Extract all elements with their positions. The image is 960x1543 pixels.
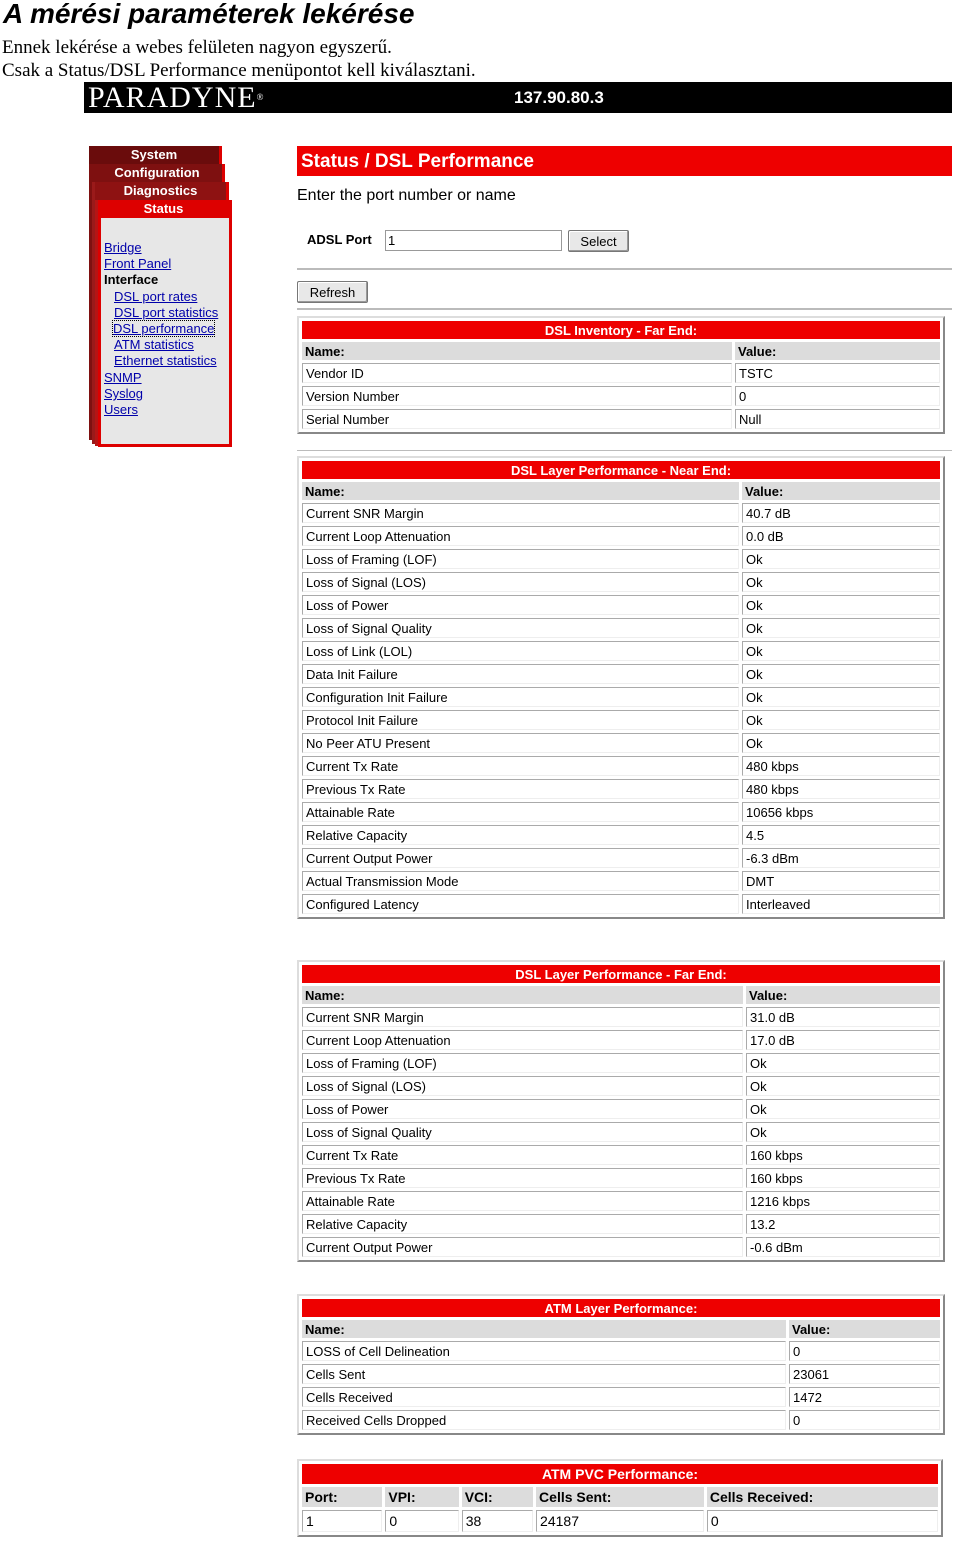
value-cell: 0	[707, 1510, 938, 1532]
parameter-name-cell: Current Tx Rate	[302, 1145, 743, 1165]
parameter-name-cell: Version Number	[302, 386, 732, 406]
column-header: VCI:	[462, 1487, 533, 1507]
value-cell: Ok	[742, 641, 940, 661]
value-cell: Ok	[742, 572, 940, 592]
parameter-name-cell: Protocol Init Failure	[302, 710, 739, 730]
table-row	[302, 618, 940, 638]
table-caption: DSL Layer Performance - Far End:	[302, 965, 940, 983]
table-row	[302, 756, 940, 776]
table-row	[302, 1364, 940, 1384]
table-row	[302, 1341, 940, 1361]
parameter-name-cell: Current Loop Attenuation	[302, 526, 739, 546]
value-cell: 4.5	[742, 825, 940, 845]
table-row	[302, 1510, 938, 1532]
value-cell: Ok	[746, 1076, 940, 1096]
table-row	[302, 687, 940, 707]
document-title: A mérési paraméterek lekérése	[3, 0, 415, 29]
value-cell: 10656 kbps	[742, 802, 940, 822]
table-row	[302, 1410, 940, 1430]
adsl-port-label: ADSL Port	[307, 232, 372, 247]
nav-link-users[interactable]: Users	[104, 402, 138, 417]
table-row	[302, 1387, 940, 1407]
value-cell: 17.0 dB	[746, 1030, 940, 1050]
table-row	[302, 363, 940, 383]
value-cell: Ok	[746, 1122, 940, 1142]
paradyne-logo	[88, 82, 264, 113]
value-cell: Ok	[746, 1053, 940, 1073]
value-cell: 0.0 dB	[742, 526, 940, 546]
dsl-near-end-table	[297, 456, 945, 919]
value-cell: 1472	[789, 1387, 940, 1407]
nav-link-dsl-port-rates[interactable]: DSL port rates	[114, 289, 198, 304]
table-row	[302, 825, 940, 845]
parameter-name-cell: Loss of Link (LOL)	[302, 641, 739, 661]
value-cell: 13.2	[746, 1214, 940, 1234]
table-row	[302, 641, 940, 661]
parameter-name-cell: Current SNR Margin	[302, 1007, 743, 1027]
parameter-name-cell: LOSS of Cell Delineation	[302, 1341, 786, 1361]
table-row	[302, 526, 940, 546]
parameter-name-cell: Loss of Signal Quality	[302, 1122, 743, 1142]
table-row	[302, 1030, 940, 1050]
column-header: VPI:	[385, 1487, 458, 1507]
parameter-name-cell: Data Init Failure	[302, 664, 739, 684]
document-intro-line: Ennek lekérése a webes felületen nagyon egyszerű.	[2, 37, 392, 58]
value-cell: Ok	[742, 595, 940, 615]
nav-link-ethernet-statistics[interactable]: Ethernet statistics	[114, 353, 217, 368]
trademark-mark: ®	[256, 92, 265, 102]
tab-status[interactable]: Status	[98, 200, 232, 218]
select-button[interactable]: Select	[568, 230, 629, 252]
atm-layer-table	[297, 1294, 945, 1435]
parameter-name-cell: No Peer ATU Present	[302, 733, 739, 753]
table-row	[302, 549, 940, 569]
parameter-name-cell: Loss of Signal (LOS)	[302, 1076, 743, 1096]
table-caption: ATM PVC Performance:	[302, 1464, 938, 1484]
parameter-name-cell: Configured Latency	[302, 894, 739, 914]
column-header: Name:	[302, 342, 732, 360]
dsl-inventory-far-end-table	[297, 316, 945, 434]
table-row	[302, 802, 940, 822]
parameter-name-cell: Actual Transmission Mode	[302, 871, 739, 891]
nav-link-dsl-performance[interactable]: DSL performance	[113, 321, 215, 336]
value-cell: 0	[789, 1410, 940, 1430]
value-cell: Ok	[742, 733, 940, 753]
table-row	[302, 1145, 940, 1165]
table-row	[302, 386, 940, 406]
value-cell: 1	[302, 1510, 382, 1532]
parameter-name-cell: Loss of Signal (LOS)	[302, 572, 739, 592]
nav-link-dsl-port-statistics[interactable]: DSL port statistics	[114, 305, 219, 320]
document-instruction-line: Csak a Status/DSL Performance menüpontot kell kiválasztani.	[2, 60, 476, 81]
parameter-name-cell: Configuration Init Failure	[302, 687, 739, 707]
tab-system[interactable]: System	[89, 146, 222, 164]
nav-link-syslog[interactable]: Syslog	[104, 386, 144, 401]
parameter-name-cell: Received Cells Dropped	[302, 1410, 786, 1430]
table-row	[302, 1053, 940, 1073]
value-cell: Ok	[742, 710, 940, 730]
parameter-name-cell: Current SNR Margin	[302, 503, 739, 523]
table-row	[302, 664, 940, 684]
value-cell: 23061	[789, 1364, 940, 1384]
value-cell: TSTC	[735, 363, 940, 383]
parameter-name-cell: Cells Received	[302, 1387, 786, 1407]
parameter-name-cell: Relative Capacity	[302, 1214, 743, 1234]
parameter-name-cell: Attainable Rate	[302, 802, 739, 822]
nav-link-front-panel[interactable]: Front Panel	[104, 256, 172, 271]
value-cell: Ok	[746, 1099, 940, 1119]
table-row	[302, 871, 940, 891]
nav-link-atm-statistics[interactable]: ATM statistics	[114, 337, 194, 352]
table-row	[302, 779, 940, 799]
parameter-name-cell: Previous Tx Rate	[302, 779, 739, 799]
parameter-name-cell: Loss of Power	[302, 1099, 743, 1119]
parameter-name-cell: Loss of Power	[302, 595, 739, 615]
column-header: Cells Sent:	[536, 1487, 704, 1507]
table-row	[302, 409, 940, 429]
table-row	[302, 1122, 940, 1142]
table-caption: DSL Layer Performance - Near End:	[302, 461, 940, 479]
divider	[297, 308, 952, 310]
value-cell: 1216 kbps	[746, 1191, 940, 1211]
parameter-name-cell: Current Output Power	[302, 848, 739, 868]
tab-configuration[interactable]: Configuration	[92, 164, 225, 182]
adsl-port-input[interactable]	[385, 230, 562, 251]
column-header: Value:	[789, 1320, 940, 1338]
tab-diagnostics[interactable]: Diagnostics	[95, 182, 229, 200]
value-cell: Ok	[742, 687, 940, 707]
column-header: Name:	[302, 482, 739, 500]
value-cell: 0	[735, 386, 940, 406]
parameter-name-cell: Previous Tx Rate	[302, 1168, 743, 1188]
dsl-far-end-table	[297, 960, 945, 1262]
table-row	[302, 1007, 940, 1027]
table-row	[302, 894, 940, 914]
parameter-name-cell: Current Tx Rate	[302, 756, 739, 776]
column-header: Port:	[302, 1487, 382, 1507]
table-row	[302, 1076, 940, 1096]
table-row	[302, 1099, 940, 1119]
parameter-name-cell: Serial Number	[302, 409, 732, 429]
parameter-name-cell: Current Loop Attenuation	[302, 1030, 743, 1050]
value-cell: Interleaved	[742, 894, 940, 914]
nav-link-snmp[interactable]: SNMP	[104, 370, 142, 385]
value-cell: Null	[735, 409, 940, 429]
table-caption: DSL Inventory - Far End:	[302, 321, 940, 339]
parameter-name-cell: Loss of Signal Quality	[302, 618, 739, 638]
column-header: Value:	[742, 482, 940, 500]
value-cell: 31.0 dB	[746, 1007, 940, 1027]
table-row	[302, 733, 940, 753]
value-cell: DMT	[742, 871, 940, 891]
value-cell: 24187	[536, 1510, 704, 1532]
atm-pvc-table	[297, 1459, 943, 1537]
table-row	[302, 1191, 940, 1211]
parameter-name-cell: Relative Capacity	[302, 825, 739, 845]
value-cell: Ok	[742, 618, 940, 638]
table-row	[302, 1168, 940, 1188]
column-header: Value:	[735, 342, 940, 360]
nav-section-interface: Interface	[104, 272, 159, 287]
column-header: Value:	[746, 986, 940, 1004]
table-row	[302, 848, 940, 868]
value-cell: Ok	[742, 549, 940, 569]
divider	[297, 268, 952, 270]
refresh-button[interactable]: Refresh	[297, 281, 368, 303]
column-header: Name:	[302, 986, 743, 1004]
value-cell: 480 kbps	[742, 756, 940, 776]
parameter-name-cell: Attainable Rate	[302, 1191, 743, 1211]
value-cell: Ok	[742, 664, 940, 684]
parameter-name-cell: Loss of Framing (LOF)	[302, 549, 739, 569]
divider	[297, 450, 952, 451]
nav-link-bridge[interactable]: Bridge	[104, 240, 142, 255]
logo-text: PARADYNE	[88, 81, 257, 114]
device-ip-address: 137.90.80.3	[514, 88, 604, 107]
parameter-name-cell: Cells Sent	[302, 1364, 786, 1384]
value-cell: -0.6 dBm	[746, 1237, 940, 1257]
table-row	[302, 572, 940, 592]
value-cell: 0	[385, 1510, 458, 1532]
table-row	[302, 595, 940, 615]
parameter-name-cell: Loss of Framing (LOF)	[302, 1053, 743, 1073]
value-cell: 38	[462, 1510, 533, 1532]
table-caption: ATM Layer Performance:	[302, 1299, 940, 1317]
port-prompt: Enter the port number or name	[297, 187, 516, 204]
value-cell: 0	[789, 1341, 940, 1361]
column-header: Name:	[302, 1320, 786, 1338]
value-cell: -6.3 dBm	[742, 848, 940, 868]
value-cell: 480 kbps	[742, 779, 940, 799]
top-banner	[84, 82, 952, 113]
table-row	[302, 710, 940, 730]
value-cell: 40.7 dB	[742, 503, 940, 523]
page-title: Status / DSL Performance	[297, 146, 952, 176]
table-row	[302, 1237, 940, 1257]
value-cell: 160 kbps	[746, 1145, 940, 1165]
parameter-name-cell: Current Output Power	[302, 1237, 743, 1257]
table-row	[302, 1214, 940, 1234]
parameter-name-cell: Vendor ID	[302, 363, 732, 383]
value-cell: 160 kbps	[746, 1168, 940, 1188]
table-row	[302, 503, 940, 523]
column-header: Cells Received:	[707, 1487, 938, 1507]
